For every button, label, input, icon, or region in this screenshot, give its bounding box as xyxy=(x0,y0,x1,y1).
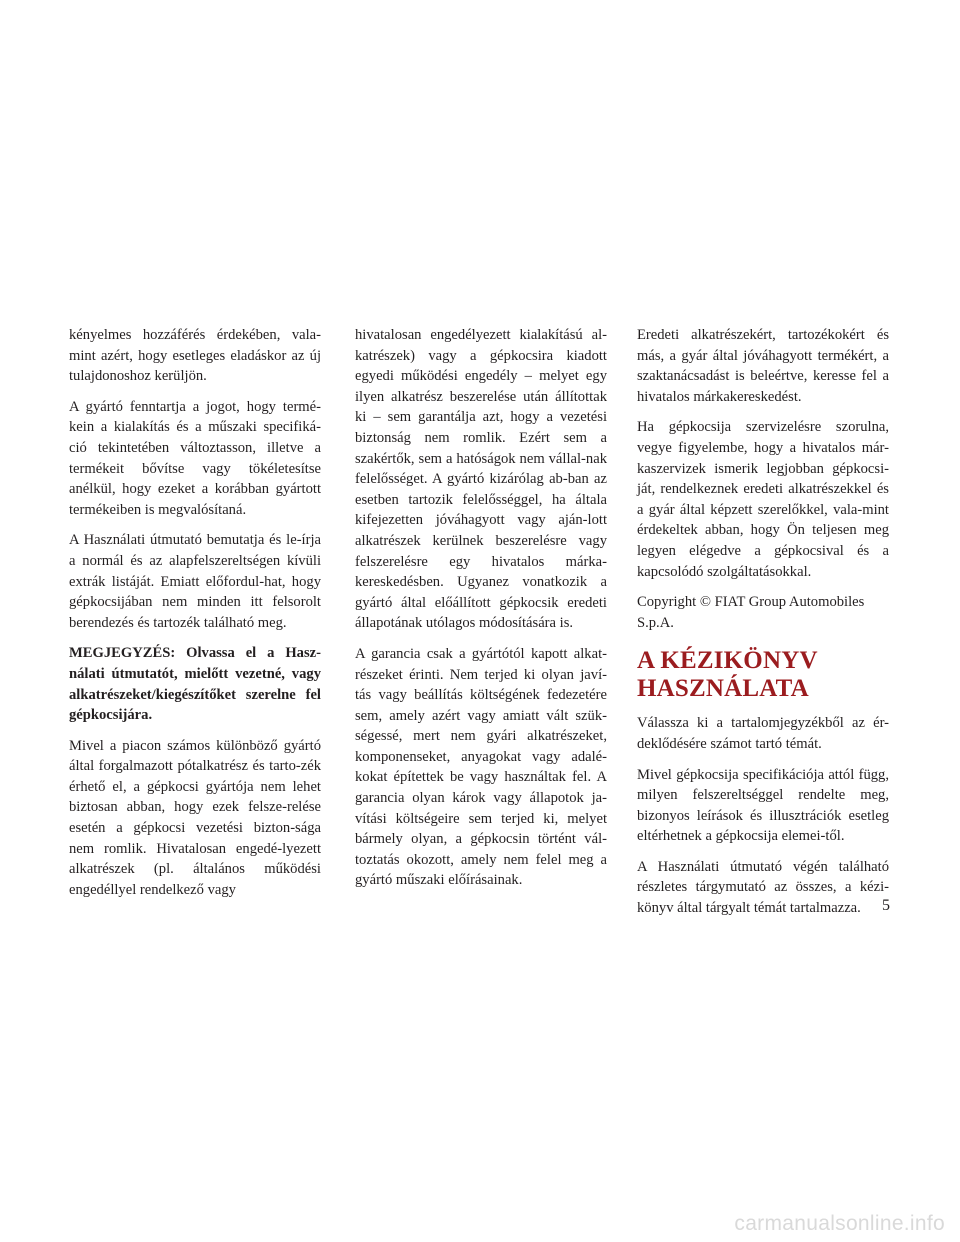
body-paragraph: A garancia csak a gyártótól kapott alkat-részeket érinti. Nem terjed ki olyan javí-tás vagy beállítás költségének fedezetére sem, amely azért vagy amiatt vált szük-ségessé, mert nem gyári alkatrészeket, komponenseket, anyagokat vagy adalé-kokat építettek be vagy használtak fel. A garancia olyan károk vagy állapotok ja-vítási költségeire sem terjed ki, melyet bármely olyan, a gépkocsin történt vál-toztatás okozott, amely nem felel meg a gyártó műszaki előírásainak. xyxy=(355,645,607,889)
copyright-notice: Copyright © FIAT Group Automobiles S.p.A. xyxy=(637,594,865,631)
watermark-text: carmanualsonline.info xyxy=(734,1212,945,1235)
body-paragraph: A Használati útmutató végén található részletes tárgymutató az összes, a kézi-könyv által tárgyalt témát tartalmazza. xyxy=(637,858,889,917)
body-paragraph: Eredeti alkatrészekért, tartozékokért és más, a gyár által jóváhagyott termékért, a szaktanácsadást is beleértve, keresse fel a hivatalos márkakereskedést. xyxy=(637,327,889,405)
body-paragraph: Mivel gépkocsija specifikációja attól függ, milyen felszereltséggel rendelte meg, bizonyos leírások és illusztrációk esetleg eltérhetnek a gépkocsija elemei-től. xyxy=(637,766,889,845)
text-column-2 xyxy=(355,325,607,901)
page-number: 5 xyxy=(882,897,890,914)
body-paragraph: Ha gépkocsija szervizelésre szorulna, vegye figyelembe, hogy a hivatalos már-kaszervizek ismerik legjobban gépkocsi-ját, rendelkeznek eredeti alkatrészekkel és a gyár által képzett szerelőkkel, vala-mint érdekeltek abban, hogy Ön teljesen meg legyen elégedve a gépkocsival és a kapcsolódó szolgáltatásokkal. xyxy=(637,419,889,580)
body-paragraph: Mivel a piacon számos különböző gyártó által forgalmazott pótalkatrész és tarto-zék érhető el, a gépkocsi gyártója nem lehet biztosan abban, hogy ezek felsze-relése esetén a gépkocsi vezetési bizton-sága nem romlik. Hivatalosan engedé-lyezett alkatrészek (pl. általános működési engedéllyel rendelkező vagy xyxy=(69,737,321,898)
text-column-3 xyxy=(637,325,889,929)
body-paragraph: hivatalosan engedélyezett kialakítású al-katrészek) vagy a gépkocsira kiadott egyedi működési engedély – melyet egy ilyen alkatrész beszerelése után állítottak ki – sem garantálja azt, hogy a vezetési biztonság nem romlik. Ezért sem a szakértők, sem a hatóságok nem vállal-nak felelősséget. A gyártó kizárólag ab-ban az esetben tartozik felelősséggel, ha általa kifejezetten jóváhagyott vagy aján-lott alkatrészek kerülnek beszerelésre vagy felszerelésre egy hivatalos márka-kereskedésben. Ugyanez vonatkozik a gyártó által előállított gépkocsik eredeti állapotának utólagos módosítására is. xyxy=(355,327,607,632)
text-column-1 xyxy=(69,325,321,910)
body-paragraph: kényelmes hozzáférés érdekében, vala-mint azért, hogy esetleges eladáskor az új tulajdonoshoz kerüljön. xyxy=(69,327,321,385)
section-heading: A KÉZIKÖNYV HASZNÁLATA xyxy=(637,647,818,703)
note-paragraph: MEGJEGYZÉS: Olvassa el a Hasz-nálati útmutatót, mielőtt vezetné, vagy alkatrészeket/kiegészítőket szerelne fel gépkocsijára. xyxy=(69,645,321,724)
body-paragraph: A Használati útmutató bemutatja és le-írja a normál és az alapfelszereltségen kívüli extrák listáját. Emiatt előfordul-hat, hogy gépkocsijában nem minden itt felsorolt berendezés és tartozék található meg. xyxy=(69,532,321,631)
body-paragraph: Válassza ki a tartalomjegyzékből az ér-deklődésére számot tartó témát. xyxy=(637,715,889,752)
body-paragraph: A gyártó fenntartja a jogot, hogy termé-kein a kialakítás és a műszaki specifiká-ció tekintetében változtasson, illetve a termékeit bővítse vagy tökéletesítse anélkül, hogy ezeket a korábban gyártott termékeiben is megvalósítaná. xyxy=(69,398,321,518)
